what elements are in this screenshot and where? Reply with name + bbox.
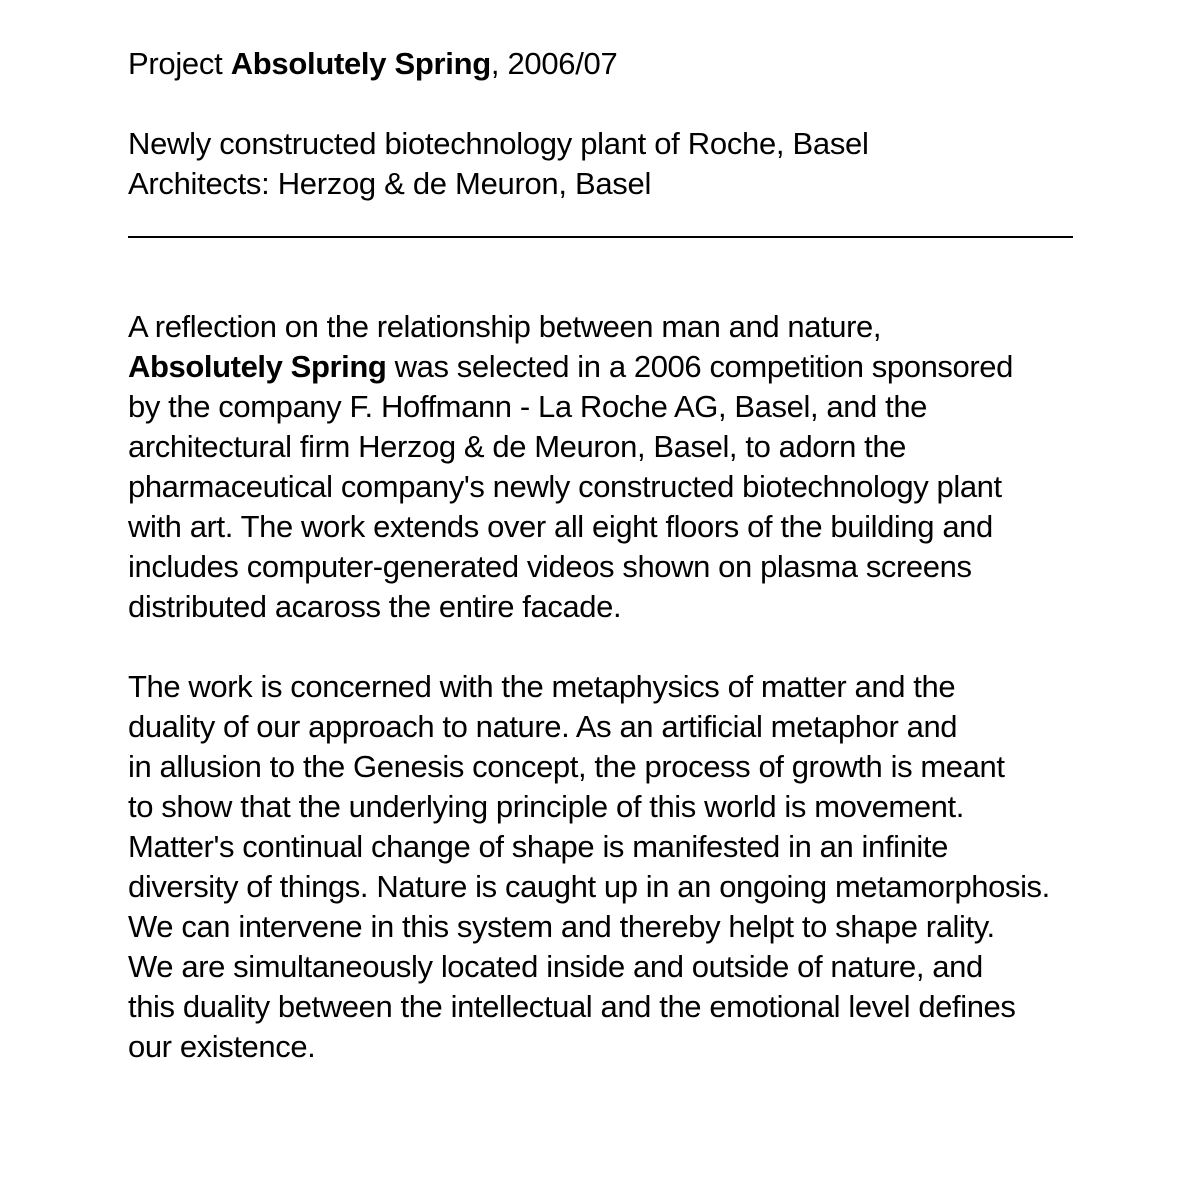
paragraph-concept: [128, 667, 1050, 1067]
subtitle-architects: Architects: Herzog & de Meuron, Basel: [128, 166, 652, 201]
text-line: by the company F. Hoffmann - La Roche AG, Basel, and the: [128, 389, 927, 424]
paragraph-intro: [128, 307, 1013, 627]
text-line: diversity of things. Nature is caught up in an ongoing metamorphosis.: [128, 869, 1050, 904]
project-name-inline: Absolutely Spring: [128, 349, 387, 384]
text-line: The work is concerned with the metaphysics of matter and the: [128, 669, 956, 704]
text-line: We can intervene in this system and thereby helpt to shape rality.: [128, 909, 995, 944]
text-line: architectural firm Herzog & de Meuron, Basel, to adorn the: [128, 429, 907, 464]
text-line: pharmaceutical company's newly constructed biotechnology plant: [128, 469, 1002, 504]
text-line: in allusion to the Genesis concept, the process of growth is meant: [128, 749, 1005, 784]
horizontal-divider: [128, 236, 1073, 238]
subtitle-location: Newly constructed biotechnology plant of Roche, Basel: [128, 126, 869, 161]
text-line: distributed acaross the entire facade.: [128, 589, 622, 624]
text-line: Absolutely Spring was selected in a 2006 competition sponsored: [128, 349, 1013, 384]
text-line: this duality between the intellectual and the emotional level defines: [128, 989, 1016, 1024]
text-line: We are simultaneously located inside and outside of nature, and: [128, 949, 983, 984]
title-year: , 2006/07: [490, 46, 618, 81]
project-subtitle: [128, 124, 869, 204]
text-line: our existence.: [128, 1029, 316, 1064]
text-line: Matter's continual change of shape is manifested in an infinite: [128, 829, 948, 864]
text-line: includes computer-generated videos shown on plasma screens: [128, 549, 972, 584]
page-title: [128, 44, 617, 84]
project-name: Absolutely Spring: [230, 46, 491, 81]
text-line: with art. The work extends over all eight floors of the building and: [128, 509, 993, 544]
text-line: A reflection on the relationship between man and nature,: [128, 309, 882, 344]
text-line: to show that the underlying principle of this world is movement.: [128, 789, 964, 824]
text-line: duality of our approach to nature. As an artificial metaphor and: [128, 709, 958, 744]
title-prefix: Project: [128, 46, 231, 81]
